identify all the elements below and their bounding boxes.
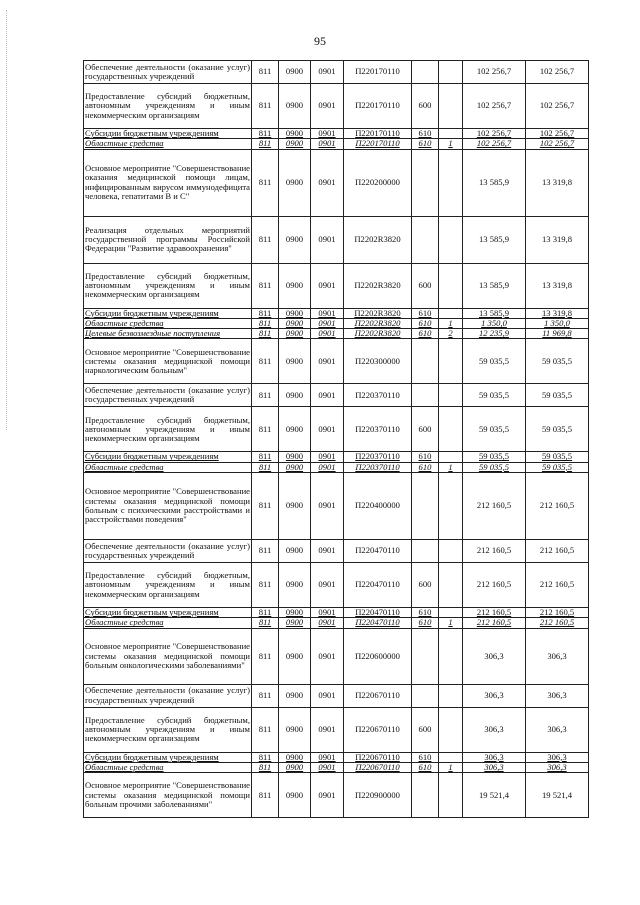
table-row xyxy=(84,263,589,308)
subsection-code: 0901 xyxy=(311,473,344,540)
row-name: Субсидии бюджетным учреждениям xyxy=(84,129,252,139)
table-row xyxy=(84,684,589,707)
table-row xyxy=(84,216,589,263)
table-row xyxy=(84,318,589,328)
amount-year-1: 212 160,5 xyxy=(463,608,526,618)
admin-code: 811 xyxy=(252,339,279,384)
funding-source-code xyxy=(439,628,463,684)
row-name: Субсидии бюджетным учреждениям xyxy=(84,308,252,318)
row-name: Обеспечение деятельности (оказание услуг) государственных учреждений xyxy=(84,384,252,407)
row-name: Предоставление субсидий бюджетным, автономным учреждениям и иным некоммерческим организациям xyxy=(84,263,252,308)
expense-type-code: 600 xyxy=(412,407,439,452)
table-row xyxy=(84,762,589,772)
amount-year-2: 11 969,8 xyxy=(526,329,589,339)
funding-source-code xyxy=(439,563,463,608)
section-code: 0900 xyxy=(279,707,311,752)
amount-year-1: 306,3 xyxy=(463,752,526,762)
amount-year-2: 59 035,5 xyxy=(526,384,589,407)
row-name: Основное мероприятие "Совершенствование системы оказания медицинской помощи больным с психическими расстройствами и расстройствами поведения" xyxy=(84,473,252,540)
expense-type-code: 610 xyxy=(412,752,439,762)
target-code: П220670110 xyxy=(344,684,412,707)
amount-year-1: 13 585,9 xyxy=(463,149,526,216)
admin-code: 811 xyxy=(252,628,279,684)
section-code: 0900 xyxy=(279,762,311,772)
section-code: 0900 xyxy=(279,61,311,84)
section-code: 0900 xyxy=(279,773,311,818)
target-code: П220370110 xyxy=(344,452,412,462)
amount-year-1: 306,3 xyxy=(463,684,526,707)
row-name: Областные средства xyxy=(84,762,252,772)
subsection-code: 0901 xyxy=(311,608,344,618)
admin-code: 811 xyxy=(252,462,279,472)
admin-code: 811 xyxy=(252,129,279,139)
expense-type-code xyxy=(412,540,439,563)
target-code: П220370110 xyxy=(344,407,412,452)
amount-year-2: 306,3 xyxy=(526,684,589,707)
amount-year-2: 212 160,5 xyxy=(526,563,589,608)
expense-type-code xyxy=(412,216,439,263)
row-name: Основное мероприятие "Совершенствование системы оказания медицинской помощи больным прочими заболеваниями" xyxy=(84,773,252,818)
amount-year-2: 306,3 xyxy=(526,628,589,684)
amount-year-1: 212 160,5 xyxy=(463,618,526,628)
table-row xyxy=(84,407,589,452)
row-name: Субсидии бюджетным учреждениям xyxy=(84,608,252,618)
expense-type-code: 600 xyxy=(412,707,439,752)
subsection-code: 0901 xyxy=(311,773,344,818)
table-row xyxy=(84,329,589,339)
admin-code: 811 xyxy=(252,707,279,752)
subsection-code: 0901 xyxy=(311,384,344,407)
section-code: 0900 xyxy=(279,149,311,216)
section-code: 0900 xyxy=(279,308,311,318)
target-code: П220470110 xyxy=(344,563,412,608)
admin-code: 811 xyxy=(252,773,279,818)
table-row xyxy=(84,452,589,462)
amount-year-1: 212 160,5 xyxy=(463,540,526,563)
expense-type-code xyxy=(412,61,439,84)
section-code: 0900 xyxy=(279,84,311,129)
amount-year-2: 306,3 xyxy=(526,752,589,762)
amount-year-2: 59 035,5 xyxy=(526,339,589,384)
subsection-code: 0901 xyxy=(311,308,344,318)
admin-code: 811 xyxy=(252,563,279,608)
target-code: П220470110 xyxy=(344,540,412,563)
amount-year-1: 59 035,5 xyxy=(463,462,526,472)
section-code: 0900 xyxy=(279,318,311,328)
target-code: П220670110 xyxy=(344,762,412,772)
row-name: Предоставление субсидий бюджетным, автономным учреждениям и иным некоммерческим организациям xyxy=(84,407,252,452)
target-code: П220470110 xyxy=(344,618,412,628)
table-row xyxy=(84,618,589,628)
expense-type-code: 610 xyxy=(412,608,439,618)
amount-year-1: 102 256,7 xyxy=(463,129,526,139)
table-row xyxy=(84,773,589,818)
section-code: 0900 xyxy=(279,608,311,618)
expense-type-code: 610 xyxy=(412,139,439,149)
subsection-code: 0901 xyxy=(311,707,344,752)
expense-type-code xyxy=(412,339,439,384)
subsection-code: 0901 xyxy=(311,752,344,762)
admin-code: 811 xyxy=(252,61,279,84)
target-code: П220670110 xyxy=(344,707,412,752)
target-code: П2202R3820 xyxy=(344,308,412,318)
subsection-code: 0901 xyxy=(311,452,344,462)
row-name: Обеспечение деятельности (оказание услуг) государственных учреждений xyxy=(84,684,252,707)
target-code: П2202R3820 xyxy=(344,329,412,339)
row-name: Субсидии бюджетным учреждениям xyxy=(84,752,252,762)
admin-code: 811 xyxy=(252,216,279,263)
expense-type-code xyxy=(412,684,439,707)
row-name: Предоставление субсидий бюджетным, автономным учреждениям и иным некоммерческим организациям xyxy=(84,84,252,129)
amount-year-1: 59 035,5 xyxy=(463,407,526,452)
table-row xyxy=(84,752,589,762)
amount-year-1: 12 235,9 xyxy=(463,329,526,339)
target-code: П220370110 xyxy=(344,384,412,407)
amount-year-2: 1 350,0 xyxy=(526,318,589,328)
section-code: 0900 xyxy=(279,752,311,762)
amount-year-2: 19 521,4 xyxy=(526,773,589,818)
admin-code: 811 xyxy=(252,540,279,563)
funding-source-code xyxy=(439,707,463,752)
expense-type-code: 610 xyxy=(412,462,439,472)
funding-source-code xyxy=(439,473,463,540)
amount-year-2: 306,3 xyxy=(526,707,589,752)
amount-year-2: 59 035,5 xyxy=(526,462,589,472)
admin-code: 811 xyxy=(252,684,279,707)
section-code: 0900 xyxy=(279,684,311,707)
table-row xyxy=(84,308,589,318)
row-name: Обеспечение деятельности (оказание услуг) государственных учреждений xyxy=(84,61,252,84)
row-name: Основное мероприятие "Совершенствование оказания медицинской помощи лицам, инфицированным вирусом иммунодефицита человека, гепатитами В и С" xyxy=(84,149,252,216)
target-code: П220300000 xyxy=(344,339,412,384)
subsection-code: 0901 xyxy=(311,762,344,772)
amount-year-1: 306,3 xyxy=(463,628,526,684)
table-row xyxy=(84,129,589,139)
subsection-code: 0901 xyxy=(311,149,344,216)
target-code: П2202R3820 xyxy=(344,216,412,263)
amount-year-2: 13 319,8 xyxy=(526,263,589,308)
expense-type-code xyxy=(412,773,439,818)
table-row xyxy=(84,384,589,407)
margin-dots xyxy=(6,10,9,430)
subsection-code: 0901 xyxy=(311,462,344,472)
funding-source-code xyxy=(439,540,463,563)
admin-code: 811 xyxy=(252,618,279,628)
subsection-code: 0901 xyxy=(311,61,344,84)
amount-year-2: 306,3 xyxy=(526,762,589,772)
target-code: П220600000 xyxy=(344,628,412,684)
expense-type-code: 600 xyxy=(412,563,439,608)
row-name: Областные средства xyxy=(84,318,252,328)
admin-code: 811 xyxy=(252,608,279,618)
target-code: П2202R3820 xyxy=(344,263,412,308)
row-name: Обеспечение деятельности (оказание услуг) государственных учреждений xyxy=(84,540,252,563)
amount-year-2: 13 319,8 xyxy=(526,149,589,216)
row-name: Областные средства xyxy=(84,618,252,628)
row-name: Основное мероприятие "Совершенствование системы оказания медицинской помощи больным онкологическими заболеваниями" xyxy=(84,628,252,684)
subsection-code: 0901 xyxy=(311,540,344,563)
page-number: 95 xyxy=(314,34,326,48)
funding-source-code xyxy=(439,407,463,452)
subsection-code: 0901 xyxy=(311,684,344,707)
amount-year-2: 212 160,5 xyxy=(526,618,589,628)
funding-source-code xyxy=(439,84,463,129)
section-code: 0900 xyxy=(279,339,311,384)
amount-year-2: 212 160,5 xyxy=(526,473,589,540)
row-name: Субсидии бюджетным учреждениям xyxy=(84,452,252,462)
row-name: Предоставление субсидий бюджетным, автономным учреждениям и иным некоммерческим организациям xyxy=(84,563,252,608)
section-code: 0900 xyxy=(279,540,311,563)
amount-year-1: 13 585,9 xyxy=(463,216,526,263)
amount-year-1: 13 585,9 xyxy=(463,263,526,308)
funding-source-code: 1 xyxy=(439,462,463,472)
table-row xyxy=(84,707,589,752)
section-code: 0900 xyxy=(279,129,311,139)
amount-year-2: 102 256,7 xyxy=(526,84,589,129)
funding-source-code: 1 xyxy=(439,139,463,149)
expense-type-code xyxy=(412,473,439,540)
admin-code: 811 xyxy=(252,308,279,318)
target-code: П220170110 xyxy=(344,84,412,129)
expense-type-code xyxy=(412,628,439,684)
funding-source-code xyxy=(439,61,463,84)
admin-code: 811 xyxy=(252,329,279,339)
subsection-code: 0901 xyxy=(311,628,344,684)
admin-code: 811 xyxy=(252,318,279,328)
admin-code: 811 xyxy=(252,263,279,308)
section-code: 0900 xyxy=(279,216,311,263)
funding-source-code xyxy=(439,339,463,384)
amount-year-1: 1 350,0 xyxy=(463,318,526,328)
expense-type-code: 610 xyxy=(412,318,439,328)
section-code: 0900 xyxy=(279,139,311,149)
expense-type-code: 610 xyxy=(412,129,439,139)
row-name: Областные средства xyxy=(84,462,252,472)
row-name: Предоставление субсидий бюджетным, автономным учреждениям и иным некоммерческим организациям xyxy=(84,707,252,752)
amount-year-1: 212 160,5 xyxy=(463,473,526,540)
target-code: П220470110 xyxy=(344,608,412,618)
target-code: П220670110 xyxy=(344,752,412,762)
amount-year-2: 102 256,7 xyxy=(526,139,589,149)
section-code: 0900 xyxy=(279,628,311,684)
funding-source-code: 1 xyxy=(439,318,463,328)
funding-source-code xyxy=(439,608,463,618)
amount-year-2: 59 035,5 xyxy=(526,452,589,462)
funding-source-code xyxy=(439,684,463,707)
section-code: 0900 xyxy=(279,462,311,472)
expense-type-code: 600 xyxy=(412,84,439,129)
section-code: 0900 xyxy=(279,618,311,628)
subsection-code: 0901 xyxy=(311,339,344,384)
amount-year-2: 13 319,8 xyxy=(526,216,589,263)
amount-year-1: 102 256,7 xyxy=(463,139,526,149)
funding-source-code xyxy=(439,384,463,407)
subsection-code: 0901 xyxy=(311,318,344,328)
target-code: П220170110 xyxy=(344,129,412,139)
table-row xyxy=(84,540,589,563)
amount-year-2: 212 160,5 xyxy=(526,540,589,563)
subsection-code: 0901 xyxy=(311,618,344,628)
funding-source-code xyxy=(439,773,463,818)
table-row xyxy=(84,149,589,216)
table-row xyxy=(84,339,589,384)
section-code: 0900 xyxy=(279,263,311,308)
table-row xyxy=(84,563,589,608)
section-code: 0900 xyxy=(279,329,311,339)
expense-type-code: 610 xyxy=(412,762,439,772)
section-code: 0900 xyxy=(279,563,311,608)
target-code: П220170110 xyxy=(344,139,412,149)
table-row xyxy=(84,61,589,84)
expense-type-code xyxy=(412,384,439,407)
amount-year-2: 59 035,5 xyxy=(526,407,589,452)
table-row xyxy=(84,608,589,618)
admin-code: 811 xyxy=(252,452,279,462)
section-code: 0900 xyxy=(279,384,311,407)
target-code: П220170110 xyxy=(344,61,412,84)
funding-source-code xyxy=(439,308,463,318)
section-code: 0900 xyxy=(279,407,311,452)
row-name: Реализация отдельных мероприятий государственной программы Российской Федерации "Развитие здравоохранения" xyxy=(84,216,252,263)
admin-code: 811 xyxy=(252,407,279,452)
amount-year-1: 19 521,4 xyxy=(463,773,526,818)
row-name: Областные средства xyxy=(84,139,252,149)
amount-year-1: 102 256,7 xyxy=(463,61,526,84)
section-code: 0900 xyxy=(279,452,311,462)
amount-year-1: 102 256,7 xyxy=(463,84,526,129)
amount-year-1: 13 585,9 xyxy=(463,308,526,318)
amount-year-1: 59 035,5 xyxy=(463,339,526,384)
amount-year-1: 212 160,5 xyxy=(463,563,526,608)
subsection-code: 0901 xyxy=(311,129,344,139)
admin-code: 811 xyxy=(252,473,279,540)
funding-source-code xyxy=(439,452,463,462)
funding-source-code xyxy=(439,149,463,216)
funding-source-code: 2 xyxy=(439,329,463,339)
row-name: Основное мероприятие "Совершенствование системы оказания медицинской помощи наркологическим больным" xyxy=(84,339,252,384)
expense-type-code: 610 xyxy=(412,308,439,318)
amount-year-1: 59 035,5 xyxy=(463,452,526,462)
table-row xyxy=(84,462,589,472)
admin-code: 811 xyxy=(252,139,279,149)
funding-source-code xyxy=(439,129,463,139)
target-code: П220200000 xyxy=(344,149,412,216)
admin-code: 811 xyxy=(252,384,279,407)
expense-type-code: 610 xyxy=(412,618,439,628)
admin-code: 811 xyxy=(252,752,279,762)
table-row xyxy=(84,473,589,540)
amount-year-2: 102 256,7 xyxy=(526,61,589,84)
amount-year-2: 212 160,5 xyxy=(526,608,589,618)
expense-type-code: 610 xyxy=(412,329,439,339)
subsection-code: 0901 xyxy=(311,329,344,339)
funding-source-code: 1 xyxy=(439,762,463,772)
amount-year-1: 59 035,5 xyxy=(463,384,526,407)
expense-type-code: 610 xyxy=(412,452,439,462)
table-row xyxy=(84,84,589,129)
expense-type-code xyxy=(412,149,439,216)
expense-type-code: 600 xyxy=(412,263,439,308)
subsection-code: 0901 xyxy=(311,84,344,129)
funding-source-code xyxy=(439,216,463,263)
target-code: П220400000 xyxy=(344,473,412,540)
table-row xyxy=(84,139,589,149)
amount-year-1: 306,3 xyxy=(463,707,526,752)
amount-year-1: 306,3 xyxy=(463,762,526,772)
amount-year-2: 13 319,8 xyxy=(526,308,589,318)
target-code: П220370110 xyxy=(344,462,412,472)
budget-table-body xyxy=(84,61,589,818)
amount-year-2: 102 256,7 xyxy=(526,129,589,139)
admin-code: 811 xyxy=(252,84,279,129)
subsection-code: 0901 xyxy=(311,407,344,452)
subsection-code: 0901 xyxy=(311,216,344,263)
admin-code: 811 xyxy=(252,762,279,772)
subsection-code: 0901 xyxy=(311,563,344,608)
funding-source-code xyxy=(439,752,463,762)
target-code: П220900000 xyxy=(344,773,412,818)
budget-table xyxy=(83,60,589,818)
funding-source-code xyxy=(439,263,463,308)
subsection-code: 0901 xyxy=(311,263,344,308)
funding-source-code: 1 xyxy=(439,618,463,628)
table-row xyxy=(84,628,589,684)
subsection-code: 0901 xyxy=(311,139,344,149)
row-name: Целевые безвозмездные поступления xyxy=(84,329,252,339)
section-code: 0900 xyxy=(279,473,311,540)
admin-code: 811 xyxy=(252,149,279,216)
target-code: П2202R3820 xyxy=(344,318,412,328)
